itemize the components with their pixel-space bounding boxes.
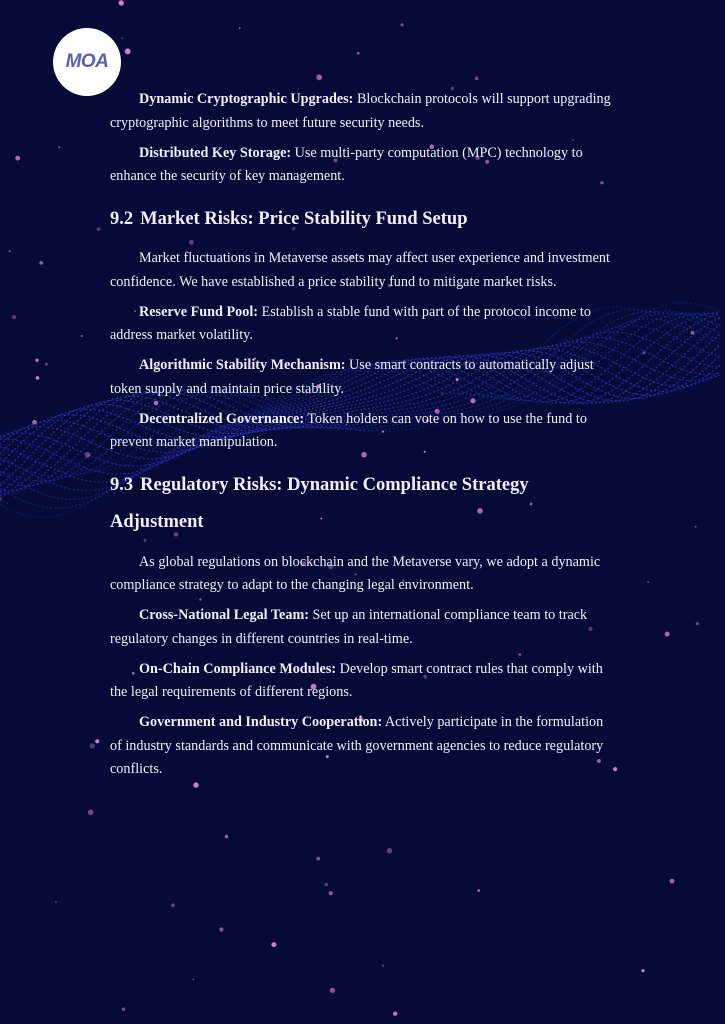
paragraph-lead: Reserve Fund Pool:: [139, 303, 259, 320]
paragraph: [110, 711, 618, 782]
paragraph: [110, 551, 618, 598]
paragraph-lead: Distributed Key Storage:: [139, 144, 292, 161]
particle-dot: [39, 261, 43, 265]
particle-dot: [382, 965, 384, 967]
particle-dot: [193, 979, 195, 981]
particle-dot: [330, 988, 335, 993]
particle-dot: [643, 352, 646, 355]
paragraph-text: Token holders can vote on how to use the fund to prevent market manipulation.: [110, 410, 587, 450]
particle-dot: [95, 739, 99, 743]
particle-dot: [12, 315, 16, 319]
particle-dot: [219, 927, 223, 931]
paragraph-text: Blockchain protocols will support upgrading cryptographic algorithms to meet future security needs.: [110, 91, 611, 131]
paragraph-lead: On-Chain Compliance Modules:: [139, 660, 337, 677]
document-body: [110, 88, 618, 788]
paragraph-text: Set up an international compliance team to track regulatory changes in different countries in real-time.: [110, 607, 588, 647]
particle-dot: [401, 23, 404, 26]
particle-dot: [15, 156, 20, 161]
particle-dot: [225, 835, 229, 839]
particle-dot: [36, 376, 40, 380]
paragraph: [110, 604, 618, 651]
paragraph: [110, 301, 618, 348]
particle-dot: [122, 1008, 126, 1012]
particle-dot: [239, 27, 241, 29]
particle-dot: [316, 74, 322, 80]
paragraph: [110, 658, 618, 705]
paragraph-lead: Government and Industry Cooperation:: [139, 714, 383, 730]
paragraph-lead: Decentralized Governance:: [139, 410, 305, 427]
particle-dot: [329, 891, 333, 895]
particle-dot: [691, 331, 695, 335]
particle-dot: [85, 452, 91, 458]
particle-dot: [90, 743, 95, 748]
paragraph-text: Use smart contracts to automatically adjust token supply and maintain price stability.: [110, 357, 594, 397]
paragraph-text: Establish a stable fund with part of the protocol income to address market volatility.: [110, 303, 591, 343]
paragraph-text: Develop smart contract rules that comply with the legal requirements of different regions.: [110, 660, 603, 700]
particle-dot: [125, 48, 131, 54]
paragraph-text: As global regulations on blockchain and the Metaverse vary, we adopt a dynamic compliance strategy to adapt to the changing legal environment.: [110, 553, 601, 593]
paragraph-text: Market fluctuations in Metaverse assets may affect user experience and investment confidence. We have established a price stability fund to mitigate market risks.: [110, 250, 610, 290]
particle-dot: [0, 497, 2, 501]
section-heading: [110, 201, 618, 239]
particle-dot: [9, 250, 11, 252]
section-heading: [110, 467, 618, 542]
page-number: 23: [358, 936, 367, 946]
particle-dot: [81, 335, 83, 337]
particle-dot: [696, 622, 699, 625]
particle-dot: [324, 883, 328, 887]
particle-dot: [35, 359, 38, 362]
particle-dot: [357, 52, 360, 55]
paragraph-lead: Algorithmic Stability Mechanism:: [139, 357, 346, 373]
particle-dot: [387, 848, 392, 853]
particle-dot: [55, 901, 57, 903]
section-number: 9.3: [110, 474, 134, 495]
paragraph-lead: Dynamic Cryptographic Upgrades:: [139, 91, 354, 107]
paragraph: [110, 408, 618, 455]
particle-dot: [97, 227, 101, 231]
particle-dot: [171, 904, 175, 908]
particle-dot: [641, 969, 644, 972]
particle-dot: [477, 889, 480, 892]
logo-text: MOA: [65, 51, 109, 72]
particle-dot: [88, 810, 94, 816]
particle-dot: [695, 526, 697, 528]
particle-dot: [316, 857, 320, 861]
particle-dot: [119, 0, 124, 5]
paragraph: [110, 142, 618, 189]
particle-dot: [475, 77, 479, 81]
paragraph-text: Actively participate in the formulation of industry standards and communicate with government agencies to reduce regulatory conflicts.: [110, 714, 604, 777]
paragraph: [110, 354, 618, 401]
particle-dot: [45, 363, 48, 366]
paragraph-lead: Cross-National Legal Team:: [139, 607, 309, 623]
paragraph-text: Use multi-party computation (MPC) technology to enhance the security of key management.: [110, 144, 583, 184]
paragraph: [110, 247, 618, 294]
paragraph: [110, 88, 618, 135]
particle-dot: [393, 1012, 397, 1016]
particle-dot: [32, 420, 37, 425]
particle-dot: [647, 581, 649, 583]
particle-dot: [58, 146, 60, 148]
particle-dot: [670, 879, 675, 884]
section-number: 9.2: [110, 208, 134, 229]
section-title: Market Risks: Price Stability Fund Setup: [140, 208, 468, 229]
moa-logo: [53, 28, 121, 96]
particle-dot: [121, 37, 123, 39]
particle-dot: [665, 632, 670, 637]
section-title: Regulatory Risks: Dynamic Compliance Strategy Adjustment: [110, 474, 529, 532]
